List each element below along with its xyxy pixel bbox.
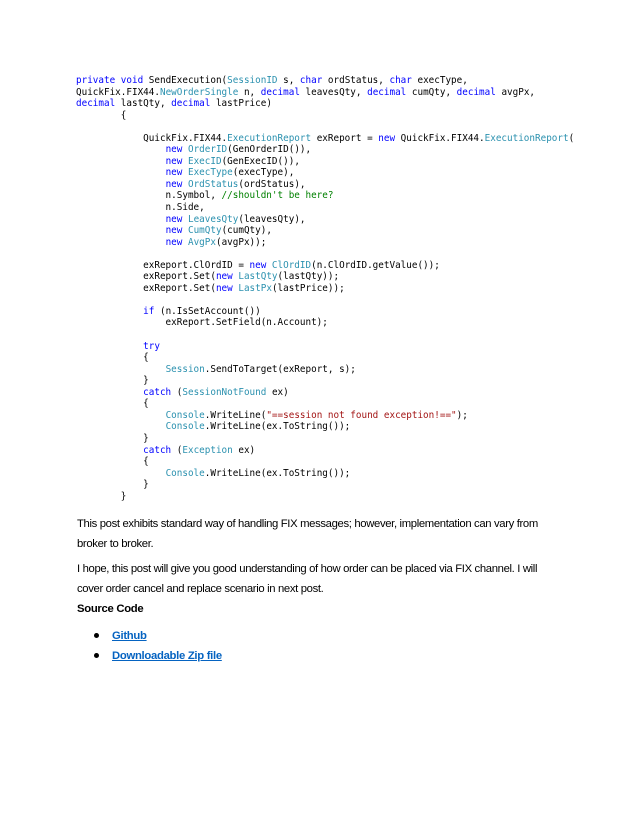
code-token: (leavesQty), xyxy=(238,213,306,225)
code-token: Console xyxy=(165,409,205,421)
code-token: new xyxy=(165,178,183,190)
code-token: } xyxy=(76,432,149,444)
code-token: Session xyxy=(165,363,205,375)
code-token: OrdStatus xyxy=(187,178,239,190)
code-token xyxy=(76,214,166,225)
code-line xyxy=(76,456,149,467)
code-line xyxy=(76,398,149,409)
code-token: SessionID xyxy=(227,75,278,86)
code-token: AvgPx xyxy=(187,236,216,248)
code-line xyxy=(76,214,306,225)
code-token: new xyxy=(165,213,183,225)
code-token xyxy=(76,421,166,432)
code-token: new xyxy=(165,155,183,167)
code-line xyxy=(76,410,468,421)
code-token: Console xyxy=(165,467,205,479)
code-token: ordStatus, xyxy=(322,75,390,86)
code-token: decimal xyxy=(171,98,211,110)
code-token: (lastPrice)); xyxy=(271,282,345,294)
code-token: ExecutionReport xyxy=(227,132,312,144)
code-token xyxy=(76,468,166,479)
code-line xyxy=(76,190,333,201)
code-token: (GenOrderID()), xyxy=(227,144,312,156)
code-token: decimal xyxy=(456,86,496,98)
code-token: ExecutionReport xyxy=(484,132,569,144)
code-token: s, xyxy=(277,75,300,86)
code-token: ( xyxy=(568,132,575,144)
code-token: lastQty, xyxy=(115,98,172,110)
code-token: .SendToTarget(exReport, s); xyxy=(204,363,356,375)
code-token: (GenExecID()), xyxy=(221,155,300,167)
code-token: QuickFix.FIX44. xyxy=(76,86,160,98)
code-token: cumQty, xyxy=(406,86,457,98)
code-token: decimal xyxy=(367,86,407,98)
code-token xyxy=(76,410,166,421)
code-token: private xyxy=(76,75,116,86)
code-token: ); xyxy=(456,409,468,421)
code-line xyxy=(76,445,255,456)
code-token: Exception xyxy=(182,444,233,456)
paragraph-handling-fix: This post exhibits standard way of handling FIX messages; however, implementation can vary from broker to broker. xyxy=(77,518,538,550)
code-token: new xyxy=(165,236,183,248)
code-token: NewOrderSingle xyxy=(159,86,239,98)
code-token: decimal xyxy=(76,98,116,110)
code-token: CumQty xyxy=(187,225,222,237)
code-line xyxy=(76,283,345,294)
code-token: exReport.Set( xyxy=(76,282,216,294)
code-token: (execType), xyxy=(232,167,295,179)
code-token: { xyxy=(76,109,127,121)
code-token: //shouldn't be here? xyxy=(221,190,334,202)
code-token: .WriteLine(ex.ToString()); xyxy=(204,467,351,479)
bullet-icon xyxy=(94,653,99,658)
code-token: "==session not found exception!==" xyxy=(266,409,457,421)
code-token: } xyxy=(76,375,149,387)
code-line xyxy=(76,144,311,155)
code-token: } xyxy=(76,479,149,491)
code-line xyxy=(76,110,126,121)
code-token: char xyxy=(389,75,412,86)
code-token: new xyxy=(165,167,183,179)
code-line xyxy=(76,179,306,190)
code-token: exReport = xyxy=(311,132,379,144)
code-token: LastQty xyxy=(238,271,278,283)
code-token: char xyxy=(299,75,323,86)
code-line xyxy=(76,167,294,178)
code-token: (lastQty)); xyxy=(277,271,340,283)
code-line xyxy=(76,237,266,248)
code-line xyxy=(76,352,149,363)
code-line xyxy=(76,341,160,352)
code-token: leavesQty, xyxy=(299,86,368,98)
bullet-icon xyxy=(94,633,99,638)
code-token: lastPrice) xyxy=(210,98,272,110)
code-line xyxy=(76,202,205,213)
code-token: ExecID xyxy=(187,155,222,167)
source-links-list xyxy=(94,628,222,668)
code-token: (avgPx)); xyxy=(215,236,267,248)
code-line xyxy=(76,375,149,386)
code-token: new xyxy=(249,259,267,271)
code-token: exReport.SetField(n.Account); xyxy=(76,317,328,329)
code-token: { xyxy=(76,456,149,468)
code-token xyxy=(76,364,166,375)
code-token: .WriteLine( xyxy=(204,409,267,421)
code-token: try xyxy=(143,340,160,352)
code-token: LeavesQty xyxy=(187,213,239,225)
source-code-heading: Source Code xyxy=(77,603,144,615)
code-token xyxy=(76,156,166,167)
code-line xyxy=(76,98,272,109)
code-token: new xyxy=(165,225,183,237)
code-line xyxy=(76,225,272,236)
code-line xyxy=(76,433,149,444)
code-token: new xyxy=(215,282,233,294)
list-item xyxy=(94,648,222,668)
code-line xyxy=(76,133,574,144)
code-token: ex) xyxy=(232,444,256,456)
code-token: { xyxy=(76,398,149,410)
code-token: void xyxy=(120,75,144,86)
code-token: new xyxy=(378,132,396,144)
code-token xyxy=(76,306,143,317)
code-token: LastPx xyxy=(238,282,272,294)
code-token xyxy=(76,179,166,190)
code-token: ClOrdID xyxy=(271,259,312,271)
paragraph-next-post: I hope, this post will give you good understanding of how order can be placed via FIX channel. I will cover order cancel and replace scenario in next post. xyxy=(77,563,538,595)
code-token: (n.IsSetAccount()) xyxy=(154,305,261,317)
code-token: execType, xyxy=(411,75,468,86)
code-token: (ordStatus), xyxy=(238,178,306,190)
code-token xyxy=(76,225,166,236)
code-line xyxy=(76,156,300,167)
code-token: catch xyxy=(143,386,172,398)
code-token: decimal xyxy=(260,86,300,98)
github-link[interactable]: Github xyxy=(112,630,147,642)
code-token: Console xyxy=(165,421,205,433)
code-token: new xyxy=(215,271,233,283)
code-token: ( xyxy=(171,386,183,398)
zip-download-link[interactable]: Downloadable Zip file xyxy=(112,650,222,662)
code-line xyxy=(76,260,440,271)
code-token: } xyxy=(76,490,127,502)
code-token: n, xyxy=(238,86,261,98)
code-token xyxy=(76,341,143,352)
code-token: OrderID xyxy=(187,144,228,156)
code-line xyxy=(76,75,468,86)
list-item xyxy=(94,628,222,648)
code-token: SendExecution( xyxy=(143,75,228,86)
code-line xyxy=(76,468,350,479)
code-token: (n.ClOrdID.getValue()); xyxy=(311,259,440,271)
code-token: ( xyxy=(171,444,183,456)
code-line xyxy=(76,387,289,398)
code-line xyxy=(76,317,328,328)
code-token: (cumQty), xyxy=(221,225,272,237)
code-token: n.Side, xyxy=(76,202,205,214)
code-line xyxy=(76,491,126,502)
code-block xyxy=(76,75,574,502)
code-token: ex) xyxy=(266,386,289,398)
code-token: QuickFix.FIX44. xyxy=(395,132,485,144)
code-token: { xyxy=(76,352,149,364)
code-token: ExecType xyxy=(187,167,233,179)
code-token: catch xyxy=(143,444,172,456)
code-token: .WriteLine(ex.ToString()); xyxy=(204,421,351,433)
code-token: if xyxy=(143,305,155,317)
code-line xyxy=(76,87,535,98)
code-token xyxy=(76,167,166,178)
code-line xyxy=(76,271,339,282)
code-token: n.Symbol, xyxy=(76,190,222,202)
code-token: new xyxy=(165,144,183,156)
code-token: QuickFix.FIX44. xyxy=(76,132,228,144)
code-token: exReport.ClOrdID = xyxy=(76,259,250,271)
code-token xyxy=(76,387,143,398)
code-line xyxy=(76,421,350,432)
code-line xyxy=(76,479,149,490)
code-token xyxy=(76,237,166,248)
code-token: avgPx, xyxy=(495,86,536,98)
code-line xyxy=(76,364,356,375)
code-line xyxy=(76,306,261,317)
code-token: SessionNotFound xyxy=(182,386,267,398)
code-token xyxy=(76,445,143,456)
code-token xyxy=(76,144,166,155)
code-token: exReport.Set( xyxy=(76,271,216,283)
